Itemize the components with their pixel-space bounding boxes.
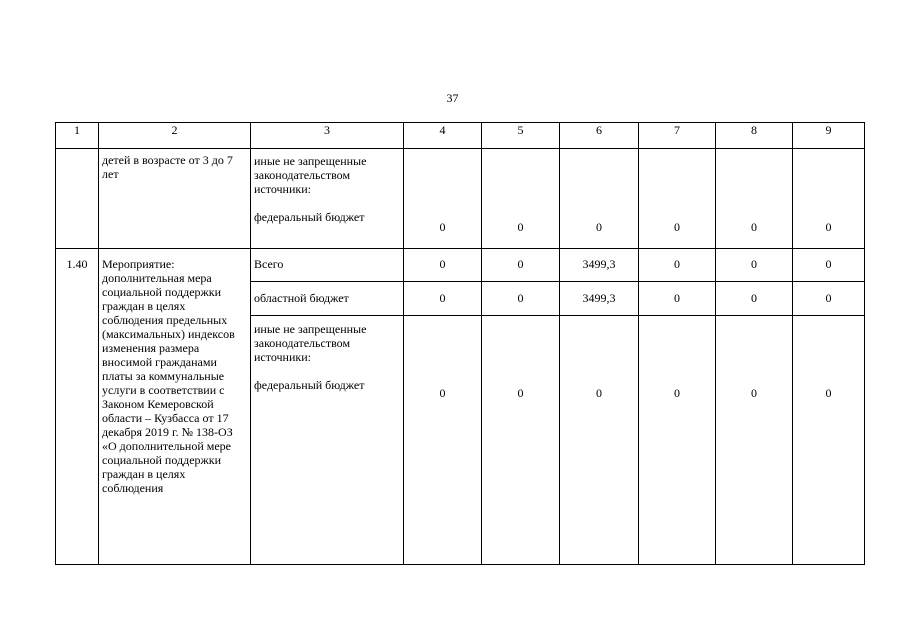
value-cell: 0 bbox=[482, 149, 560, 249]
row-number-cell bbox=[56, 249, 99, 565]
header-cell: 2 bbox=[99, 123, 251, 149]
header-cell: 8 bbox=[716, 123, 793, 149]
value-cell: 0 bbox=[404, 149, 482, 249]
source-federal-label: федеральный бюджет bbox=[254, 210, 365, 224]
row-name-cell bbox=[99, 249, 251, 565]
budget-table bbox=[55, 122, 865, 565]
value-cell: 0 bbox=[560, 149, 639, 249]
row-name: детей в возрасте от 3 до 7 лет bbox=[102, 153, 233, 181]
row-name: Мероприятие: дополнительная мера социальной поддержки граждан в целях соблюдения предельных (максимальных) индексов изменения размера вносимой гражданами платы за коммунальные услуги в соответствии с Законом Кемеровской области – Кузбасса от 17 декабря 2019 г. № 138-ОЗ «О дополнительной мере социальной поддержки граждан в целях соблюдения bbox=[102, 257, 235, 495]
value-cell: 0 bbox=[716, 282, 793, 316]
value-cell: 0 bbox=[639, 316, 716, 565]
page-number: 37 bbox=[446, 91, 459, 105]
value-cell: 0 bbox=[404, 249, 482, 282]
header-cell: 3 bbox=[251, 123, 404, 149]
header-cell: 5 bbox=[482, 123, 560, 149]
value-cell: 0 bbox=[639, 249, 716, 282]
value-cell: 0 bbox=[404, 316, 482, 565]
header-cell: 9 bbox=[793, 123, 865, 149]
source-label: областной бюджет bbox=[254, 291, 349, 305]
value-cell: 0 bbox=[482, 249, 560, 282]
value-cell: 0 bbox=[793, 282, 865, 316]
table-row bbox=[56, 249, 865, 282]
source-cell bbox=[251, 149, 404, 249]
source-cell bbox=[251, 249, 404, 282]
row-number-cell bbox=[56, 149, 99, 249]
header-cell: 1 bbox=[56, 123, 99, 149]
source-federal-label: федеральный бюджет bbox=[254, 378, 365, 392]
value-cell: 0 bbox=[482, 282, 560, 316]
value-cell: 0 bbox=[639, 282, 716, 316]
value-cell: 0 bbox=[793, 249, 865, 282]
header-cell: 7 bbox=[639, 123, 716, 149]
value-cell: 0 bbox=[716, 149, 793, 249]
header-cell: 4 bbox=[404, 123, 482, 149]
value-cell: 3499,3 bbox=[560, 249, 639, 282]
value-cell: 0 bbox=[793, 149, 865, 249]
value-cell: 0 bbox=[482, 316, 560, 565]
value-cell: 0 bbox=[404, 282, 482, 316]
source-cell bbox=[251, 316, 404, 565]
value-cell: 0 bbox=[560, 316, 639, 565]
value-cell: 0 bbox=[716, 249, 793, 282]
source-other-label: иные не запрещенные законодательством источники: bbox=[254, 322, 367, 364]
value-cell: 0 bbox=[639, 149, 716, 249]
value-cell: 3499,3 bbox=[560, 282, 639, 316]
row-name-cell bbox=[99, 149, 251, 249]
header-cell: 6 bbox=[560, 123, 639, 149]
value-cell: 0 bbox=[793, 316, 865, 565]
value-cell: 0 bbox=[716, 316, 793, 565]
table-row bbox=[56, 149, 865, 249]
source-other-label: иные не запрещенные законодательством источники: bbox=[254, 154, 367, 196]
table-header-row bbox=[56, 123, 865, 149]
source-label: Всего bbox=[254, 257, 284, 271]
row-number: 1.40 bbox=[66, 257, 88, 271]
source-cell bbox=[251, 282, 404, 316]
